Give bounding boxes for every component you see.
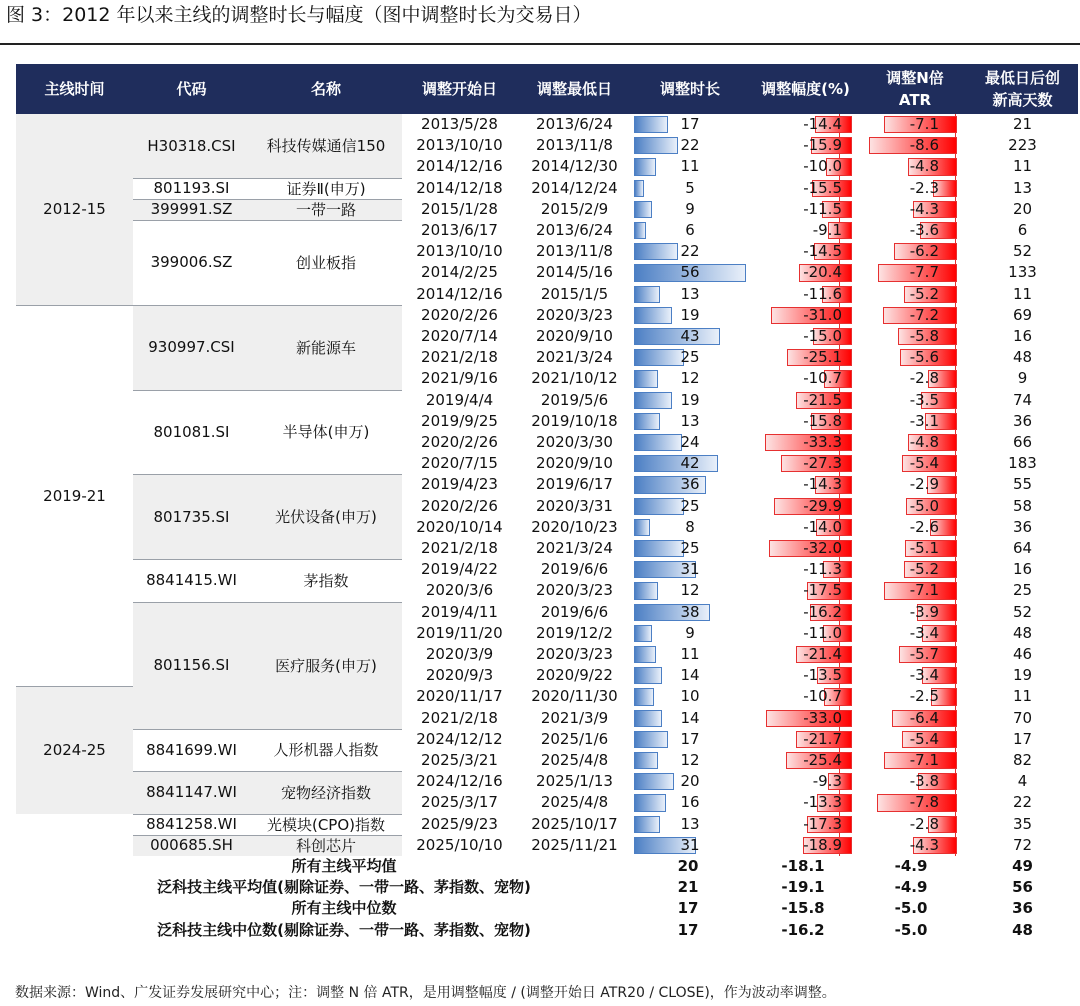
summary-magnitude: -16.2 [781,920,825,939]
summary-atr: -4.9 [894,878,928,897]
atr-value: -5.2 [909,560,939,579]
low-date: 2014/12/30 [531,157,618,176]
new-high-days: 4 [1017,772,1028,791]
duration-value: 13 [680,284,700,303]
atr-value: -4.3 [909,835,939,854]
header-duration: 调整时长 [659,80,720,98]
summary-duration: 17 [677,920,699,939]
magnitude-value: -14.5 [803,242,842,261]
low-date: 2025/4/8 [540,751,609,769]
start-date: 2025/3/21 [421,751,498,769]
start-date: 2019/9/25 [421,411,498,430]
new-high-days: 11 [1012,157,1033,176]
magnitude-value: -21.5 [803,390,842,409]
atr-value: -3.4 [909,666,939,685]
duration-value: 6 [685,221,695,239]
new-high-days: 183 [1008,454,1037,473]
new-high-days: 82 [1012,751,1033,769]
start-date: 2020/9/3 [425,666,494,685]
low-date: 2013/6/24 [536,115,613,133]
magnitude-value: -29.9 [803,496,842,515]
duration-value: 16 [680,793,700,812]
new-high-days: 13 [1012,178,1033,197]
atr-value: -7.7 [909,263,939,282]
new-high-days: 36 [1012,517,1033,536]
duration-value: 12 [680,581,700,600]
summary-magnitude: -18.1 [781,857,825,875]
new-high-days: 69 [1012,305,1033,324]
magnitude-value: -15.8 [803,411,842,430]
new-high-days: 55 [1012,475,1033,494]
magnitude-value: -9.1 [812,221,842,239]
duration-value: 19 [680,390,700,409]
index-name: 茅指数 [303,571,349,590]
table-header [16,64,1078,114]
magnitude-value: -27.3 [803,454,842,473]
source-footnote: 数据来源：Wind、广发证券发展研究中心；注：调整 N 倍 ATR，是用调整幅度 / (调整开始日 ATR20 / CLOSE)，作为波动率调整。 [15,985,836,1001]
low-date: 2019/10/18 [531,411,618,430]
magnitude-value: -13.5 [803,666,842,685]
duration-value: 38 [680,602,700,621]
index-name: 半导体(申万) [282,423,370,442]
low-date: 2013/11/8 [536,242,613,261]
new-high-days: 22 [1012,793,1033,812]
index-name: 宠物经济指数 [280,783,371,802]
low-date: 2020/3/23 [536,581,613,600]
summary-label: 泛科技主线平均值(剔除证券、一带一路、茅指数、宠物) [157,878,531,897]
start-date: 2019/4/23 [421,475,498,494]
atr-value: -2.9 [909,475,939,494]
low-date: 2020/9/10 [536,327,613,345]
header-low-date: 调整最低日 [536,80,612,98]
low-date: 2025/4/8 [540,793,609,812]
magnitude-value: -31.0 [803,305,842,324]
start-date: 2020/2/26 [421,433,498,451]
low-date: 2025/1/6 [540,729,609,748]
atr-value: -7.1 [909,581,939,600]
start-date: 2014/12/16 [416,157,503,176]
low-date: 2021/10/12 [531,369,618,388]
atr-value: -2.8 [909,369,939,388]
atr-value: -2.5 [909,687,939,706]
start-date: 2021/2/18 [421,539,498,557]
atr-value: -3.8 [909,772,939,791]
new-high-days: 17 [1012,729,1033,748]
low-date: 2015/2/9 [540,199,609,218]
start-date: 2024/12/12 [416,729,503,748]
start-date: 2019/4/22 [421,560,498,579]
new-high-days: 36 [1012,411,1033,430]
summary-duration: 20 [677,857,699,875]
new-high-days: 16 [1012,327,1033,345]
magnitude-value: -15.9 [803,136,842,155]
index-name: 一带一路 [295,200,356,219]
new-high-days: 64 [1012,539,1033,557]
index-code: 000685.SH [150,836,233,855]
magnitude-value: -10.0 [803,157,842,176]
magnitude-value: -16.2 [803,602,842,621]
start-date: 2020/11/17 [416,687,503,706]
summary-atr: -4.9 [894,857,928,875]
title-divider [0,43,1080,45]
atr-value: -7.1 [909,115,939,133]
summary-new-high: 56 [1012,878,1033,897]
low-date: 2019/5/6 [540,390,609,409]
summary-atr: -5.0 [894,899,928,918]
header-new-high-line2: 新高天数 [992,91,1053,109]
index-code: 801193.SI [153,179,230,198]
magnitude-value: -13.3 [803,793,842,812]
index-name: 光模块(CPO)指数 [266,815,386,834]
duration-value: 5 [685,178,695,197]
new-high-days: 19 [1012,666,1033,685]
new-high-days: 48 [1012,348,1033,367]
magnitude-value: -21.7 [803,729,842,748]
start-date: 2015/1/28 [421,199,498,218]
low-date: 2025/1/13 [536,772,613,791]
index-code: 399991.SZ [150,200,233,219]
index-code: 8841258.WI [146,815,237,834]
header-name: 名称 [310,80,341,98]
magnitude-value: -11.6 [803,284,842,303]
period-label: 2012-15 [43,200,106,219]
new-high-days: 9 [1017,369,1028,388]
header-start-date: 调整开始日 [421,80,497,98]
new-high-days: 35 [1012,814,1033,833]
atr-value: -4.3 [909,199,939,218]
start-date: 2021/9/16 [421,369,498,388]
duration-value: 25 [680,496,700,515]
magnitude-value: -10.7 [803,687,842,706]
index-name: 科技传媒通信150 [266,137,386,156]
summary-atr: -5.0 [894,920,928,939]
summary-new-high: 48 [1012,920,1033,939]
low-date: 2014/12/24 [531,178,618,197]
low-date: 2020/3/23 [536,305,613,324]
duration-value: 17 [680,115,700,133]
header-period: 主线时间 [44,80,105,98]
index-name: 人形机器人指数 [273,741,379,760]
summary-duration: 21 [677,878,699,897]
new-high-days: 46 [1012,645,1033,663]
magnitude-value: -33.3 [803,433,842,451]
magnitude-value: -11.0 [803,623,842,642]
new-high-days: 21 [1012,115,1033,133]
new-high-days: 52 [1012,602,1033,621]
start-date: 2014/2/25 [421,263,498,282]
low-date: 2020/3/30 [536,433,613,451]
index-code: 399006.SZ [150,253,233,272]
index-name: 科创芯片 [295,836,356,855]
duration-value: 9 [685,623,695,642]
start-date: 2020/2/26 [421,496,498,515]
header-atr-line1: 调整N倍 [886,69,944,87]
low-date: 2021/3/9 [540,708,609,727]
start-date: 2020/7/14 [421,327,498,345]
magnitude-value: -25.1 [803,348,842,367]
new-high-days: 11 [1012,284,1033,303]
atr-value: -3.1 [909,411,939,430]
low-date: 2020/10/23 [531,517,618,536]
start-date: 2013/6/17 [421,221,498,239]
summary-new-high: 49 [1012,857,1033,875]
start-date: 2013/5/28 [421,115,498,133]
start-date: 2020/10/14 [416,517,503,536]
start-date: 2025/10/10 [416,835,503,854]
duration-value: 43 [680,327,700,345]
atr-value: -2.8 [909,814,939,833]
atr-value: -2.3 [909,178,939,197]
magnitude-value: -10.7 [803,369,842,388]
index-name: 光伏设备(申万) [275,508,377,527]
low-date: 2025/10/17 [531,814,618,833]
magnitude-value: -14.3 [803,475,842,494]
index-code: H30318.CSI [147,136,236,155]
low-date: 2019/12/2 [536,623,613,642]
start-date: 2013/10/10 [416,136,503,155]
duration-value: 42 [680,454,700,473]
new-high-days: 58 [1012,496,1033,515]
atr-value: -8.6 [909,136,939,155]
magnitude-value: -17.3 [803,814,842,833]
new-high-days: 25 [1012,581,1033,600]
magnitude-value: -11.3 [803,560,842,579]
low-date: 2013/11/8 [536,136,613,155]
magnitude-value: -25.4 [803,751,842,769]
header-code: 代码 [176,80,207,98]
atr-value: -5.1 [909,539,939,557]
magnitude-value: -15.0 [803,327,842,345]
magnitude-value: -14.4 [803,115,842,133]
duration-value: 14 [680,666,700,685]
period-label: 2024-25 [43,740,106,759]
summary-label: 所有主线平均值 [291,857,397,875]
magnitude-value: -32.0 [803,539,842,557]
index-name: 医疗服务(申万) [275,656,377,675]
magnitude-value: -20.4 [803,263,842,282]
index-code: 8841415.WI [146,571,237,590]
new-high-days: 20 [1012,199,1033,218]
low-date: 2020/3/23 [536,645,613,663]
summary-magnitude: -19.1 [781,878,825,897]
duration-value: 17 [680,729,700,748]
start-date: 2019/4/11 [421,602,498,621]
magnitude-value: -15.5 [803,178,842,197]
start-date: 2013/10/10 [416,242,503,261]
low-date: 2019/6/17 [536,475,613,494]
new-high-days: 48 [1012,623,1033,642]
index-name: 创业板指 [295,253,356,272]
index-code: 801735.SI [153,507,230,526]
atr-value: -5.2 [909,284,939,303]
magnitude-value: -9.3 [812,772,842,791]
header-atr-line2: ATR [898,91,932,109]
atr-value: -5.0 [909,496,939,515]
duration-value: 25 [680,348,700,367]
low-date: 2021/3/24 [536,539,613,557]
index-code: 8841147.WI [146,783,237,802]
index-code: 801081.SI [153,422,230,441]
low-date: 2019/6/6 [540,602,609,621]
start-date: 2019/11/20 [416,623,503,642]
new-high-days: 52 [1012,242,1033,261]
start-date: 2014/12/16 [416,284,503,303]
summary-label: 所有主线中位数 [291,899,397,918]
atr-value: -2.6 [909,517,939,536]
duration-value: 11 [680,157,700,176]
start-date: 2024/12/16 [416,772,503,791]
header-magnitude: 调整幅度(%) [761,80,850,98]
magnitude-value: -21.4 [803,645,842,663]
atr-value: -6.2 [909,242,939,261]
start-date: 2020/2/26 [421,305,498,324]
duration-value: 13 [680,411,700,430]
atr-value: -5.8 [909,327,939,345]
low-date: 2020/3/31 [536,496,613,515]
duration-value: 56 [680,263,700,282]
duration-value: 25 [680,539,700,557]
start-date: 2020/7/15 [421,454,498,473]
start-date: 2021/2/18 [421,348,498,367]
new-high-days: 66 [1012,433,1033,451]
header-new-high-line1: 最低日后创 [984,69,1060,87]
atr-value: -5.6 [909,348,939,367]
duration-value: 8 [685,517,695,536]
start-date: 2025/3/17 [421,793,498,812]
duration-value: 11 [680,645,700,663]
start-date: 2025/9/23 [421,814,498,833]
new-high-days: 11 [1012,687,1033,706]
atr-value: -3.5 [909,390,939,409]
atr-value: -7.1 [909,751,939,769]
atr-value: -5.4 [909,454,939,473]
duration-value: 19 [680,305,700,324]
low-date: 2015/1/5 [540,284,609,303]
new-high-days: 6 [1017,221,1028,239]
atr-value: -3.6 [909,221,939,239]
duration-value: 22 [680,136,700,155]
magnitude-value: -11.5 [803,199,842,218]
new-high-days: 74 [1012,390,1033,409]
duration-value: 10 [680,687,700,706]
duration-value: 24 [680,433,700,451]
period-label: 2019-21 [43,486,106,505]
new-high-days: 72 [1012,835,1033,854]
duration-value: 20 [680,772,700,791]
atr-value: -7.2 [909,305,939,324]
index-code: 8841699.WI [146,740,237,759]
summary-label: 泛科技主线中位数(剔除证券、一带一路、茅指数、宠物) [157,920,531,939]
atr-value: -5.4 [909,729,939,748]
new-high-days: 16 [1012,560,1033,579]
low-date: 2014/5/16 [536,263,613,282]
atr-value: -4.8 [909,433,939,451]
start-date: 2020/3/9 [425,645,494,663]
page-title: 图 3：2012 年以来主线的调整时长与幅度（图中调整时长为交易日） [6,4,592,26]
new-high-days: 223 [1008,136,1037,155]
duration-value: 31 [680,835,700,854]
duration-value: 12 [680,751,700,769]
low-date: 2020/11/30 [531,687,618,706]
low-date: 2021/3/24 [536,348,613,367]
index-name: 证券Ⅱ(申万) [286,179,366,198]
start-date: 2014/12/18 [416,178,503,197]
index-code: 930997.CSI [148,338,235,357]
atr-value: -4.8 [909,157,939,176]
header-new-high-days [967,64,1078,114]
new-high-days: 70 [1012,708,1033,727]
low-date: 2019/6/6 [540,560,609,579]
magnitude-value: -17.5 [803,581,842,600]
low-date: 2020/9/22 [536,666,613,685]
low-date: 2020/9/10 [536,454,613,473]
duration-value: 36 [680,475,700,494]
atr-value: -7.8 [909,793,939,812]
duration-value: 12 [680,369,700,388]
atr-value: -5.7 [909,645,939,663]
duration-value: 9 [685,199,695,218]
duration-value: 14 [680,708,700,727]
magnitude-value: -18.9 [803,835,842,854]
duration-value: 13 [680,814,700,833]
index-code: 801156.SI [153,656,230,675]
summary-new-high: 36 [1012,899,1033,918]
magnitude-value: -33.0 [803,708,842,727]
low-date: 2025/11/21 [531,835,618,854]
summary-magnitude: -15.8 [781,899,825,918]
header-atr [863,64,967,114]
atr-value: -3.9 [909,602,939,621]
low-date: 2013/6/24 [536,221,613,239]
start-date: 2019/4/4 [425,390,494,409]
duration-value: 22 [680,242,700,261]
start-date: 2020/3/6 [425,581,494,600]
summary-duration: 17 [677,899,699,918]
new-high-days: 133 [1008,263,1037,282]
index-name: 新能源车 [295,338,356,357]
duration-value: 31 [680,560,700,579]
magnitude-value: -14.0 [803,517,842,536]
start-date: 2021/2/18 [421,708,498,727]
atr-value: -6.4 [909,708,939,727]
atr-value: -3.4 [909,623,939,642]
